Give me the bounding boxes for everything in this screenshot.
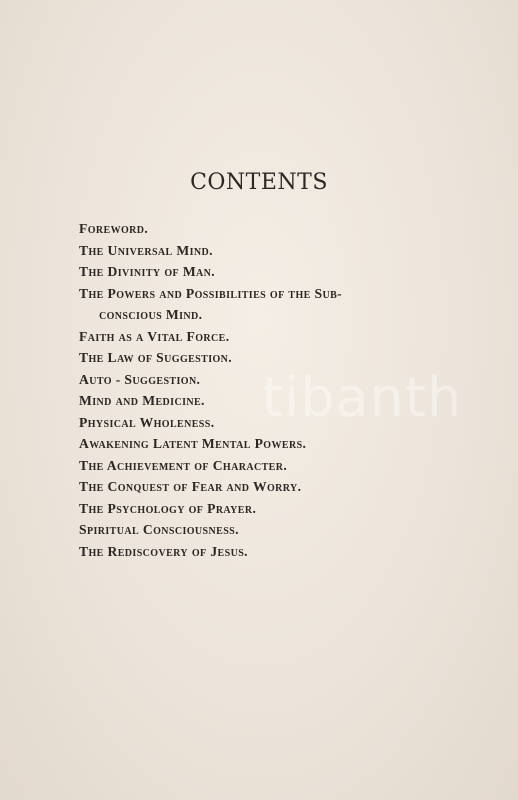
contents-heading: CONTENTS (190, 170, 328, 195)
toc-entry-rediscovery-of-jesus: The Rediscovery of Jesus. (79, 543, 248, 559)
toc-entry-foreword: Foreword. (79, 221, 149, 236)
toc-entry-faith: Faith as a Vital Force. (79, 328, 230, 344)
watermark: tibanth (262, 366, 463, 429)
toc-entry-conquest-of-fear: The Conquest of Fear and Worry. (79, 479, 302, 494)
toc-entry-physical-wholeness: Physical Wholeness. (79, 414, 215, 430)
toc-entry-latent-mental-powers: Awakening Latent Mental Powers. (79, 436, 307, 451)
toc-entry-auto-suggestion: Auto - Suggestion. (79, 371, 201, 387)
toc-entry-psychology-of-prayer: The Psychology of Prayer. (79, 500, 257, 516)
toc-entry-achievement-of-character: The Achievement of Character. (79, 457, 288, 473)
toc-entry-powers-and-possibilities (79, 283, 439, 326)
toc-entry-mind-and-medicine: Mind and Medicine. (79, 393, 205, 408)
toc-entry-divinity-of-man: The Divinity of Man. (79, 264, 216, 279)
toc-entry-law-of-suggestion: The Law of Suggestion. (79, 350, 233, 365)
toc-entry-spiritual-consciousness: Spiritual Consciousness. (79, 522, 239, 537)
toc-entry-line-1: The Powers and Possibilities of the Sub- (79, 285, 343, 301)
table-of-contents (79, 218, 439, 562)
toc-entry-line-2: conscious Mind. (99, 307, 203, 322)
toc-entry-universal-mind: The Universal Mind. (79, 242, 213, 258)
